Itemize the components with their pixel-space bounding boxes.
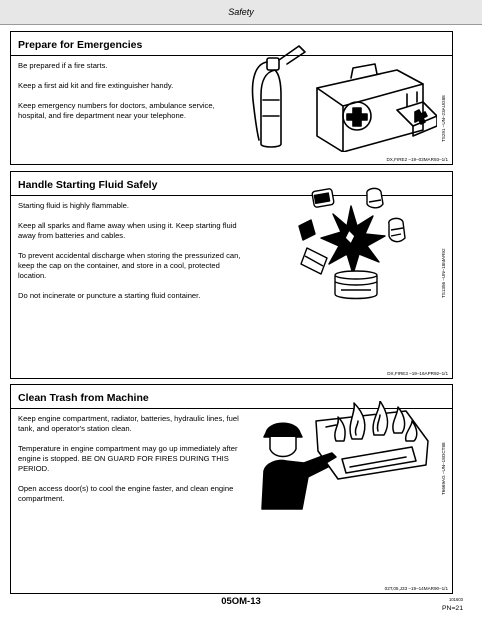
paragraph: Keep emergency numbers for doctors, ambulance service, hospital, and fire department near your telephone. [18, 101, 215, 120]
worker-fire-engine-illustration [256, 401, 431, 511]
paragraph: Be prepared if a fire starts. [18, 61, 108, 70]
section-title: Handle Starting Fluid Safely [18, 179, 158, 191]
section-clean-trash-from-machine [10, 384, 453, 594]
reference-code: DX,FIRE3 –19–16APR92–1/1 [387, 371, 448, 376]
paragraph: Keep a first aid kit and fire extinguisher handy. [18, 81, 174, 90]
paragraph: Do not incinerate or puncture a starting fluid container. [18, 291, 201, 300]
image-code: TS1356 –UN–18MAR92 [441, 248, 446, 298]
paragraph: Open access door(s) to cool the engine faster, and clean engine compartment. [18, 484, 234, 503]
page-header-bar [0, 0, 482, 25]
paragraph: To prevent accidental discharge when storing the pressurized can, keep the cap on the container, and store in a cool, protected location. [18, 251, 241, 280]
starting-fluid-explosion-illustration [293, 186, 413, 302]
footer-code: 05OM-13 [221, 596, 261, 607]
section-handle-starting-fluid [10, 171, 453, 379]
image-code: T6669AG –UN–18OCT88 [441, 442, 446, 495]
paragraph: Keep engine compartment, radiator, batteries, hydraulic lines, fuel tank, and operator's station clean. [18, 414, 239, 433]
paragraph: Keep all sparks and flame away when using it. Keep starting fluid away from batteries and cables. [18, 221, 237, 240]
paragraph: Temperature in engine compartment may go up immediately after engine is stopped. BE ON GUARD FOR FIRES DURING THIS PERIOD. [18, 444, 238, 473]
paragraph: Starting fluid is highly flammable. [18, 201, 130, 210]
footer-small-code: 101603 [449, 597, 463, 602]
image-code: TS291 –UN–23AUG88 [441, 95, 446, 142]
section-prepare-for-emergencies [10, 31, 453, 165]
section-title: Clean Trash from Machine [18, 392, 149, 404]
page-header-title: Safety [228, 7, 254, 17]
reference-code: DX,FIRE2 –19–03MAR93–1/1 [386, 157, 448, 162]
page-number: PN=21 [442, 605, 463, 612]
fire-extinguisher-first-aid-illustration [247, 40, 437, 152]
section-title: Prepare for Emergencies [18, 39, 143, 51]
reference-code: 02T,05,J33 –19–14MAR90–1/1 [384, 586, 448, 591]
